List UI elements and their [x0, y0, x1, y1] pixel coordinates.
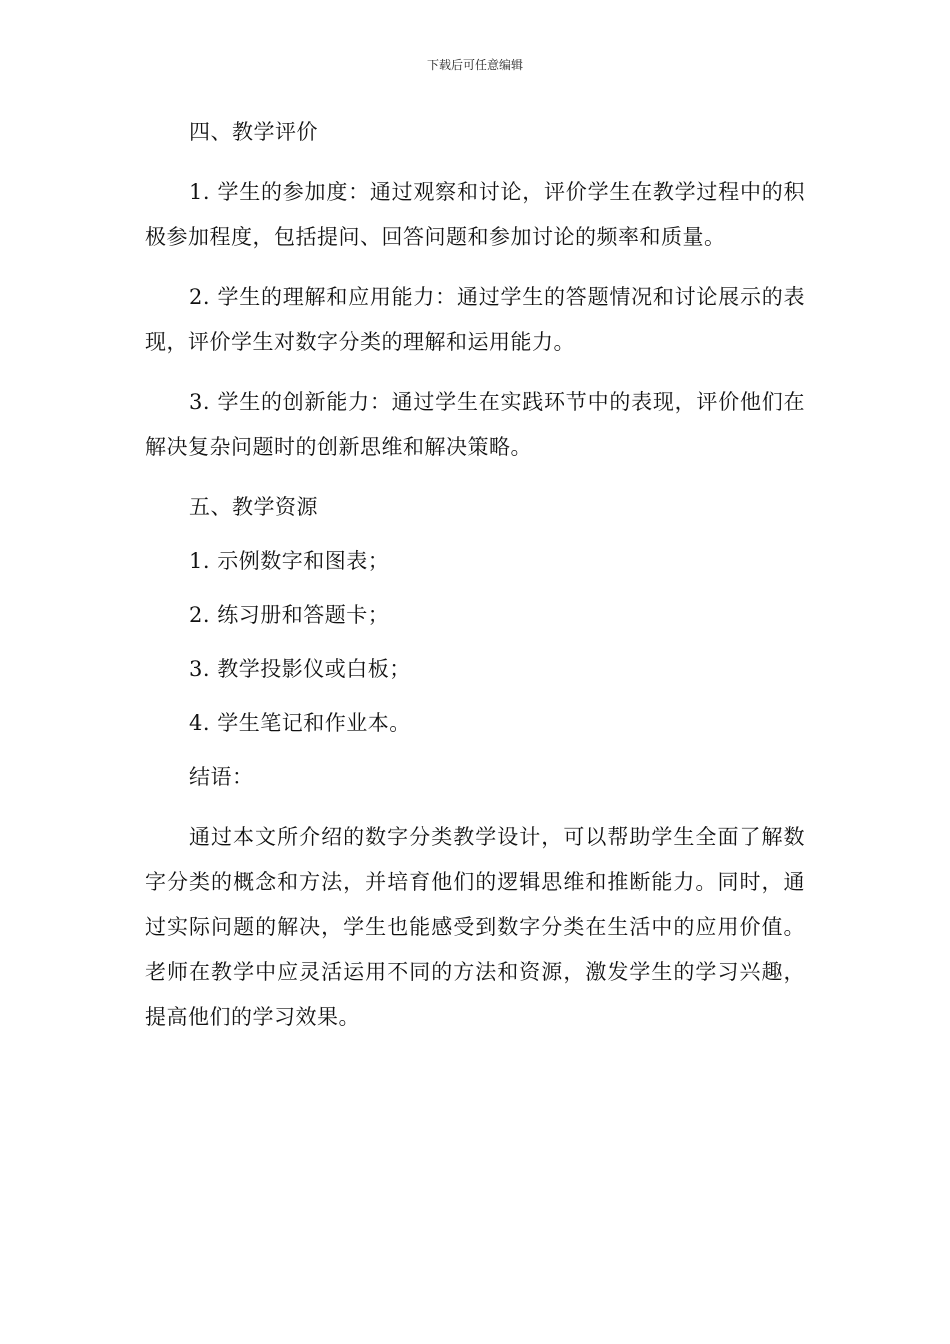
conclusion-paragraph: 通过本文所介绍的数字分类教学设计，可以帮助学生全面了解数字分类的概念和方法，并培育他们的逻辑思维和推断能力。同时，通过实际问题的解决，学生也能感受到数字分类在生活中的应用价值。老师在教学中应灵活运用不同的方法和资源，激发学生的学习兴趣，提高他们的学习效果。: [145, 825, 805, 1029]
evaluation-item-2: 2. 学生的理解和应用能力：通过学生的答题情况和讨论展示的表现，评价学生对数字分类的理解和运用能力。: [145, 285, 805, 354]
resource-item-1: 1. 示例数字和图表；: [189, 549, 390, 573]
resource-item-4: 4. 学生笔记和作业本。: [189, 711, 411, 735]
evaluation-item-3: 3. 学生的创新能力：通过学生在实践环节中的表现，评价他们在解决复杂问题时的创新思维和解决策略。: [145, 390, 805, 459]
resource-item-3: 3. 教学投影仪或白板；: [189, 657, 411, 681]
document-body: [145, 110, 805, 1055]
evaluation-item-1: 1. 学生的参加度：通过观察和讨论，评价学生在教学过程中的积极参加程度，包括提问、回答问题和参加讨论的频率和质量。: [145, 180, 805, 249]
page-header-note: 下载后可任意编辑: [426, 58, 523, 72]
resource-item-2: 2. 练习册和答题卡；: [189, 603, 390, 627]
section-heading-evaluation: 四、教学评价: [189, 120, 318, 144]
conclusion-heading: 结语：: [189, 765, 254, 789]
section-heading-resources: 五、教学资源: [189, 495, 318, 519]
